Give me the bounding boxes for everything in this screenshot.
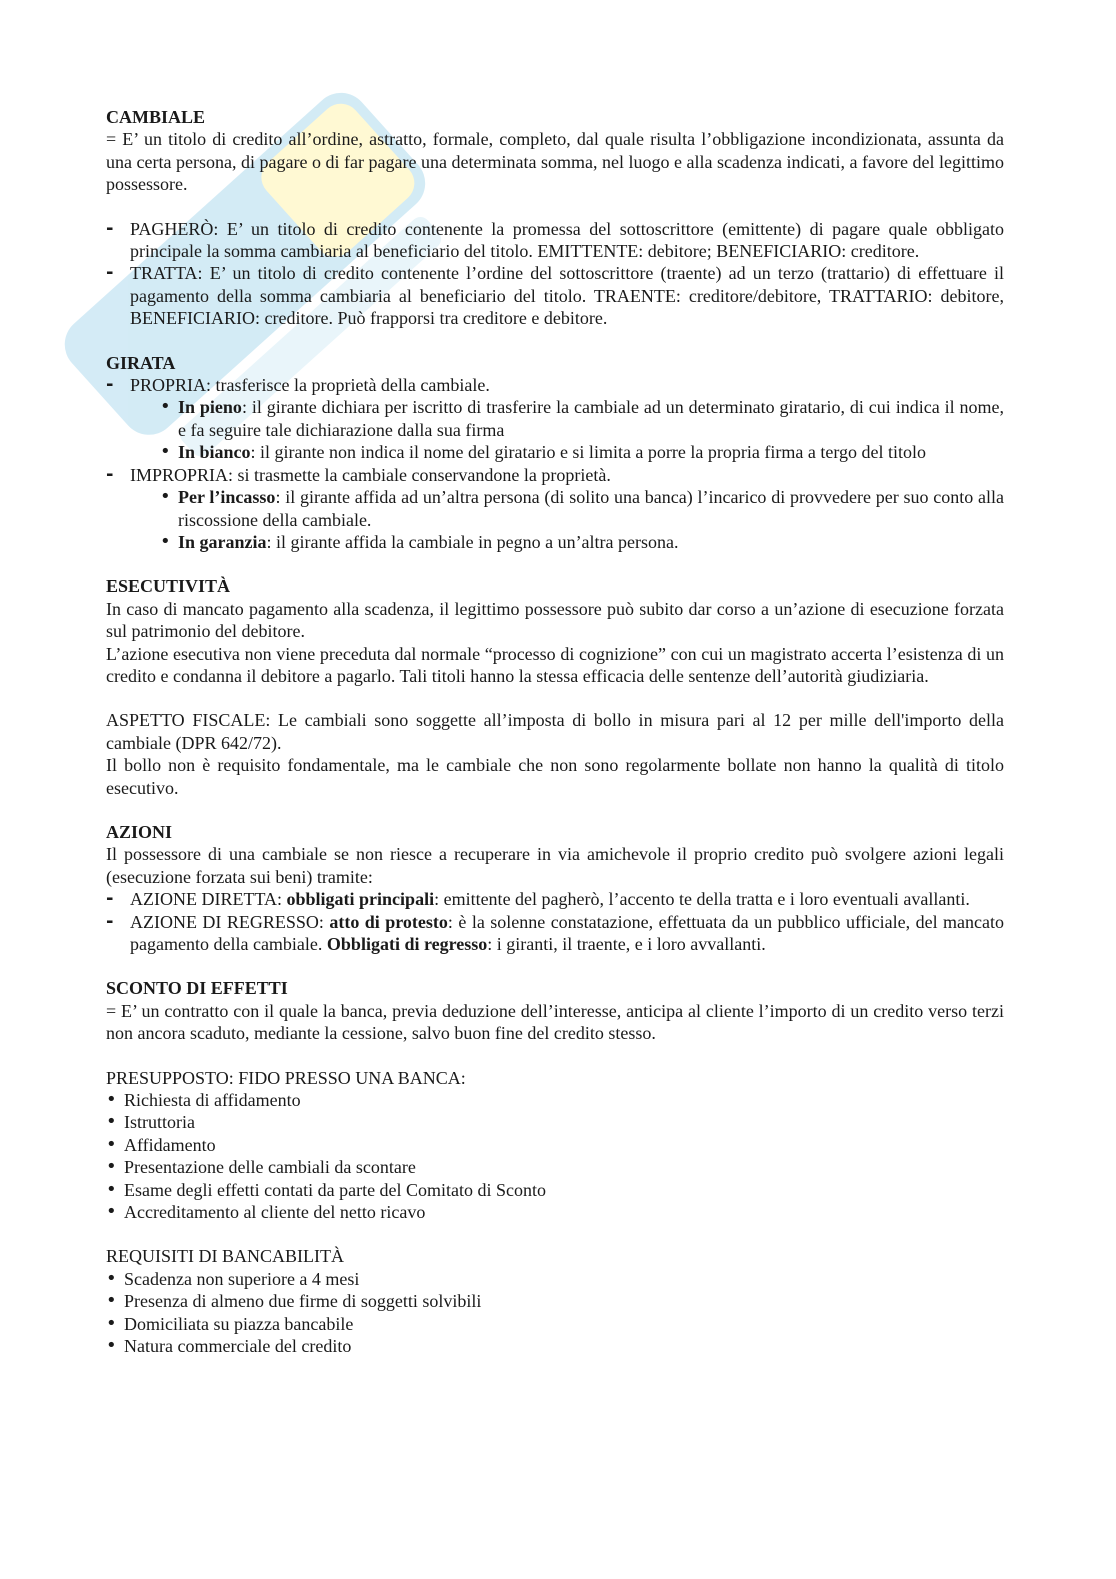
requisiti-item: Domiciliata su piazza bancabile	[124, 1313, 354, 1334]
list-item	[106, 1313, 1004, 1335]
regresso-c: : è la solenne constatazione, effettuata da un pubblico ufficiale, del mancato pagamento della cambiale.	[130, 911, 1004, 954]
heading-cambiale: CAMBIALE	[106, 107, 206, 127]
list-item	[106, 1089, 1004, 1111]
list-item	[106, 1134, 1004, 1156]
dash-icon: -	[106, 910, 114, 932]
in-bianco-text: : il girante non indica il nome del giratario e si limita a porre la propria firma a tergo del titolo	[250, 442, 926, 463]
dash-icon: -	[106, 262, 114, 284]
heading-esecutivita: ESECUTIVITÀ	[106, 576, 231, 597]
girata-list	[106, 374, 1004, 396]
impropria-text: IMPROPRIA: si trasmette la cambiale conservandone la proprietà.	[130, 464, 611, 485]
azioni-list	[106, 888, 1004, 955]
bullet-icon: •	[160, 486, 171, 508]
bullet-icon: •	[106, 1290, 117, 1312]
in-garanzia-text: : il girante affida la cambiale in pegno a un’altra persona.	[266, 531, 679, 552]
term-in-pieno: In pieno	[178, 397, 242, 418]
cambiale-definition: = E’ un titolo di credito all’ordine, astratto, formale, completo, dal quale risulta l’obbligazione incondizionata, assunta da una certa persona, di pagare o di far pagare una determinata somma, nel luogo e alla scadenza indicati, a favore del legittimo possessore.	[106, 129, 1004, 195]
requisiti-item: Natura commerciale del credito	[124, 1336, 352, 1357]
paghero-text: PAGHERÒ: E’ un titolo di credito contenente la promessa del sottoscrittore (emittente) di pagare quale obbligato principale la somma cambiaria al beneficiario del titolo. EMITTENTE: debitore; BENEFICIARIO: creditore.	[130, 218, 1004, 262]
diretta-bold: obbligati principali	[286, 889, 435, 910]
list-item	[106, 888, 1004, 910]
list-item	[106, 262, 1004, 329]
esecutivita-p2: L’azione esecutiva non viene preceduta dal normale “processo di cognizione” con cui un magistrato accerta l’esistenza di un credito e condanna il debitore a pagarlo. Tali titoli hanno la stessa efficacia delle sentenze dell’autorità giudiziaria.	[106, 643, 1004, 686]
list-item	[155, 441, 1004, 463]
bullet-icon: •	[106, 1201, 117, 1223]
dash-icon: -	[106, 217, 114, 239]
bullet-icon: •	[106, 1335, 117, 1357]
presupposto-item: Richiesta di affidamento	[124, 1090, 301, 1111]
list-item	[106, 1268, 1004, 1290]
per-incasso-text: : il girante affida ad un’altra persona (di solito una banca) l’incarico di provvedere per suo conto alla riscossione della cambiale.	[178, 487, 1005, 530]
list-item	[155, 486, 1004, 531]
azioni-intro: Il possessore di una cambiale se non riesce a recuperare in via amichevole il proprio credito può svolgere azioni legali (esecuzione forzata sui beni) tramite:	[106, 844, 1004, 887]
fiscale-p2: Il bollo non è requisito fondamentale, ma le cambiale che non sono regolarmente bollate non hanno la qualità di titolo esecutivo.	[106, 755, 1004, 798]
bullet-icon: •	[106, 1089, 117, 1111]
list-item	[106, 218, 1004, 263]
heading-azioni: AZIONI	[106, 821, 173, 842]
list-item	[106, 1156, 1004, 1178]
bullet-icon: •	[106, 1133, 117, 1155]
fiscale-p1: ASPETTO FISCALE: Le cambiali sono soggette all’imposta di bollo in misura pari al 12 per mille dell'importo della cambiale (DPR 642/72).	[106, 710, 1004, 753]
regresso-bold-1: atto di protesto	[329, 911, 448, 932]
list-item	[106, 911, 1004, 956]
regresso-bold-2: Obbligati di regresso	[326, 934, 488, 954]
regresso-e: : i giranti, il traente, e i loro avvallanti.	[487, 934, 766, 954]
list-item	[106, 1111, 1004, 1133]
list-item	[106, 1335, 1004, 1357]
list-item	[106, 1201, 1004, 1223]
cambiale-types-list	[106, 218, 1004, 330]
presupposto-list	[106, 1089, 1004, 1223]
list-item	[106, 1179, 1004, 1201]
impropria-sub-list	[155, 486, 1004, 553]
bullet-icon: •	[106, 1267, 117, 1289]
in-pieno-text: : il girante dichiara per iscritto di trasferire la cambiale ad un determinato giratario, di cui indica il nome, e fa seguire tale dichiarazione dalla sua firma	[178, 397, 1004, 440]
presupposto-item: Istruttoria	[124, 1112, 195, 1133]
list-item	[106, 374, 1004, 396]
diretta-a: AZIONE DIRETTA:	[130, 889, 287, 910]
heading-sconto: SCONTO DI EFFETTI	[106, 978, 288, 999]
requisiti-list	[106, 1268, 1004, 1358]
presupposto-item: Accreditamento al cliente del netto ricavo	[124, 1202, 426, 1223]
list-item	[106, 464, 1004, 486]
dash-icon: -	[106, 888, 114, 910]
sconto-definition: = E’ un contratto con il quale la banca, previa deduzione dell’interesse, anticipa al cliente l’importo di un credito verso terzi non ancora scaduto, mediante la cessione, salvo buon fine del credito stesso.	[106, 1000, 1004, 1044]
girata-list-2	[106, 464, 1004, 486]
diretta-c: : emittente del pagherò, l’accento te della tratta e i loro eventuali avallanti.	[434, 889, 970, 910]
presupposto-item: Affidamento	[124, 1134, 216, 1155]
requisiti-item: Presenza di almeno due firme di soggetti solvibili	[124, 1291, 482, 1312]
bullet-icon: •	[160, 530, 171, 552]
bullet-icon: •	[160, 441, 171, 463]
requisiti-item: Scadenza non superiore a 4 mesi	[124, 1268, 360, 1289]
bullet-icon: •	[160, 396, 171, 418]
presupposto-title: PRESUPPOSTO: FIDO PRESSO UNA BANCA:	[106, 1067, 466, 1088]
propria-text: PROPRIA: trasferisce la proprietà della cambiale.	[130, 375, 490, 396]
esecutivita-p1: In caso di mancato pagamento alla scadenza, il legittimo possessore può subito dar corso a un’azione di esecuzione forzata sul patrimonio del debitore.	[106, 598, 1004, 642]
bullet-icon: •	[106, 1312, 117, 1334]
term-in-bianco: In bianco	[178, 442, 251, 463]
list-item	[155, 531, 1004, 553]
bullet-icon: •	[106, 1156, 117, 1178]
term-per-incasso: Per l’incasso	[178, 487, 276, 508]
bullet-icon: •	[106, 1178, 117, 1200]
dash-icon: -	[106, 374, 114, 396]
heading-girata: GIRATA	[106, 352, 176, 373]
list-item	[155, 396, 1004, 441]
list-item	[106, 1290, 1004, 1312]
term-in-garanzia: In garanzia	[178, 531, 267, 552]
dash-icon: -	[106, 463, 114, 485]
presupposto-item: Esame degli effetti contati da parte del Comitato di Sconto	[124, 1179, 547, 1200]
bullet-icon: •	[106, 1111, 117, 1133]
regresso-a: AZIONE DI REGRESSO:	[130, 911, 330, 932]
tratta-text: TRATTA: E’ un titolo di credito contenente l’ordine del sottoscrittore (traente) ad un terzo (trattario) di effettuare il pagamento della somma cambiaria al beneficiario del titolo. TRAENTE: creditore/debitore, TRATTARIO: debitore, BENEFICIARIO: creditore. Può frapporsi tra creditore e debitore.	[130, 263, 1004, 329]
document-page	[106, 106, 1004, 1358]
presupposto-item: Presentazione delle cambiali da scontare	[124, 1157, 416, 1178]
propria-sub-list	[155, 396, 1004, 463]
requisiti-title: REQUISITI DI BANCABILITÀ	[106, 1246, 344, 1267]
